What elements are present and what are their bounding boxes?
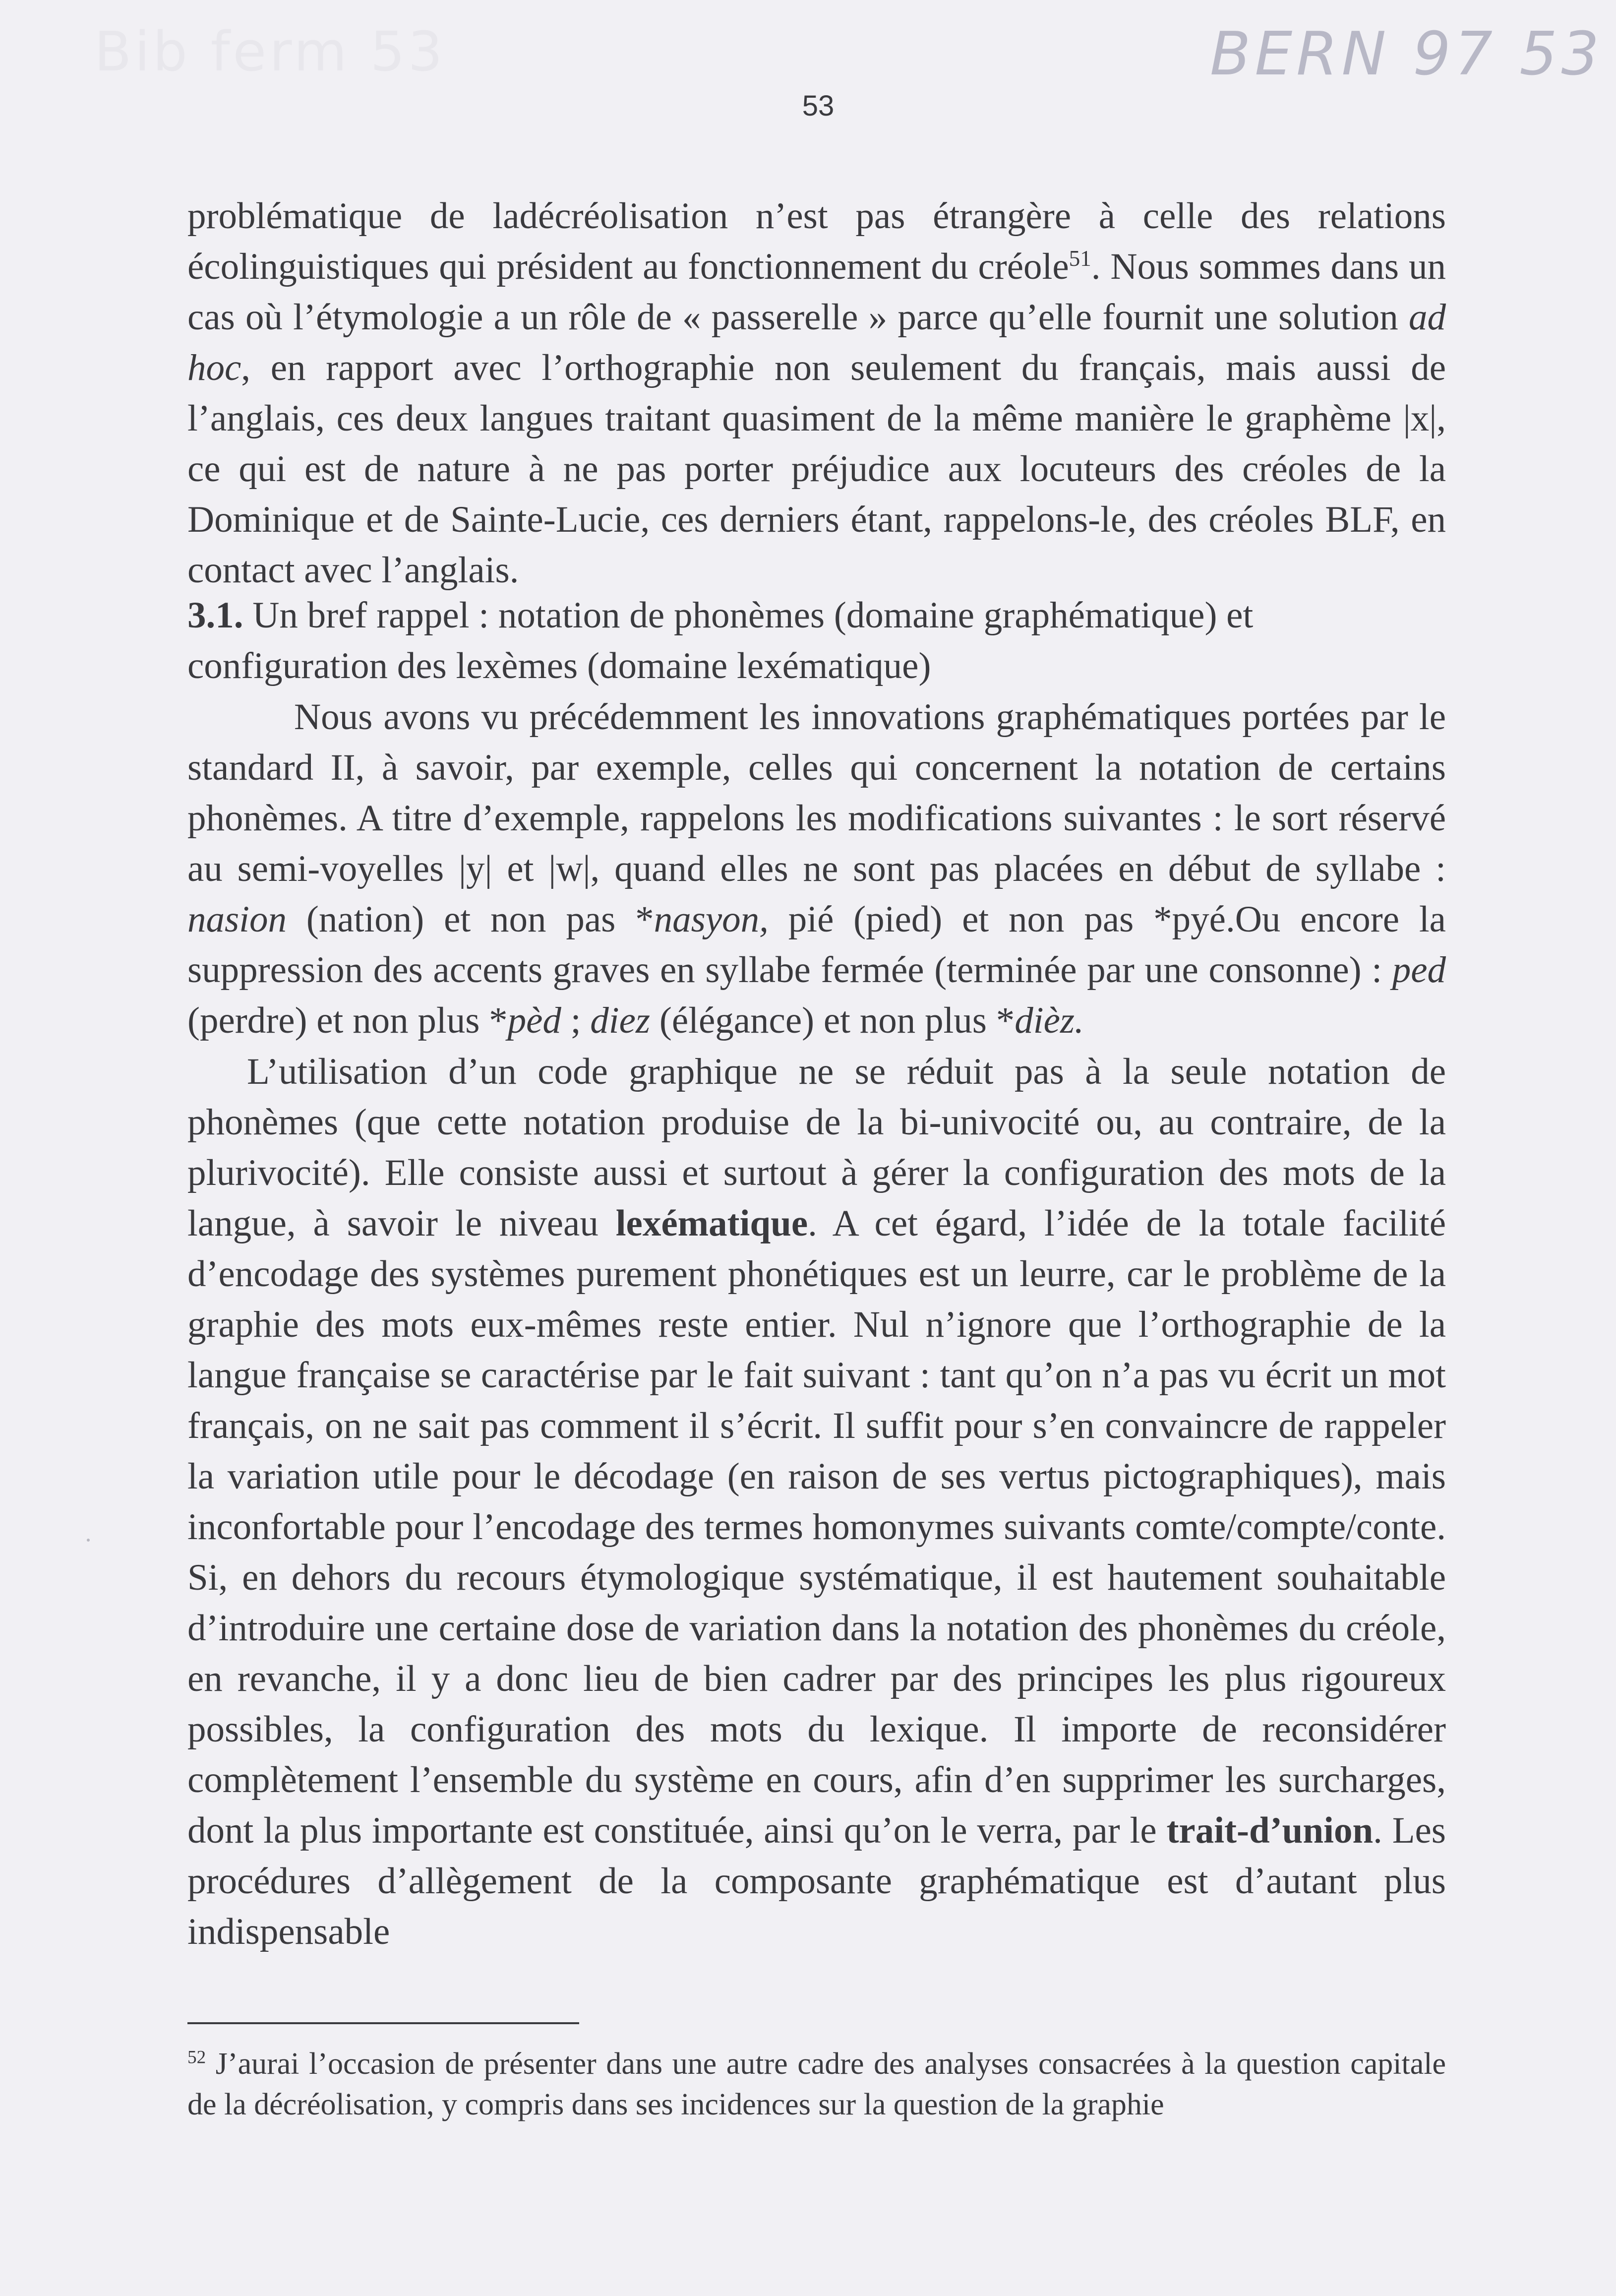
footnote-divider	[187, 2022, 579, 2024]
italic-term: ped	[1392, 949, 1446, 991]
text: . Nous sommes dans un cas où l’étymologie a un rôle de « passerelle » parce qu’elle fournit une solution	[187, 246, 1446, 338]
italic-term: ad hoc	[187, 297, 1446, 388]
text: . A cet égard, l’idée de la totale facilité d’encodage des systèmes purement phonétiques est un leurre, car le problème de la graphie des mots eux-mêmes reste entier. Nul n’ignore que l’orthographie de la langue française se caractérise par le fait suivant : tant qu’on n’a pas vu écrit un mot français, on ne sait pas comment il s’écrit. Il suffit pour s’en convaincre de rappeler la variation utile pour le décodage (en raison de ses vertus pictographiques), mais inconfortable pour l’encodage des termes homonymes suivants comte/compte/conte. Si, en dehors du recours étymologique systématique, il est hautement souhaitable d’introduire une certaine dose de variation dans la notation des phonèmes du créole, en revanche, il y a donc lieu de bien cadrer par des principes les plus rigoureux possibles, la configuration des mots du lexique. Il importe de reconsidérer complètement l’ensemble du système en cours, afin d’en supprimer les surcharges, dont la plus importante est constituée, ainsi qu’on le verra, par le	[187, 1203, 1446, 1851]
text: pié (pied) et non pas *pyé.Ou encore la suppression des accents graves en syllabe fermée (terminée par une consonne) :	[187, 899, 1446, 991]
italic-term: diez	[590, 1000, 651, 1041]
footnote-ref: 51	[1069, 246, 1091, 271]
footnote-mark: 52	[187, 2047, 206, 2068]
faint-stamp: Bib ferm 53	[94, 20, 446, 83]
italic-term: dièz.	[1015, 1000, 1084, 1041]
footnote-text: J’aurai l’occasion de présenter dans une autre cadre des analyses consacrées à la question capitale de la décréolisation, y compris dans ses incidences sur la question de la graphie	[187, 2047, 1446, 2121]
paragraph-2	[187, 692, 1446, 1046]
text: . Les procédures d’allègement de la composante graphématique est d’autant plus indispensable	[187, 1810, 1446, 1952]
text: (élégance) et non plus *	[650, 1000, 1015, 1041]
italic-term: pèd	[507, 1000, 561, 1041]
text: L’utilisation d’un code graphique ne se réduit pas à la seule notation de phonèmes (que cette notation produise de la bi-univocité ou, au contraire, de la plurivocité). Elle consiste aussi et surtout à gérer la configuration des mots de la langue, à savoir le niveau	[187, 1051, 1446, 1244]
section-title: Un bref rappel : notation de phonèmes (domaine graphématique) et configuration des lexèmes (domaine lexématique)	[187, 595, 1254, 686]
text: , en rapport avec l’orthographie non seulement du français, mais aussi de l’anglais, ces deux langues traitant quasiment de la même manière le graphème |x|, ce qui est de nature à ne pas porter préjudice aux locuteurs des créoles de la Dominique et de Sainte-Lucie, ces derniers étant, rappelons-le, des créoles BLF, en contact avec l’anglais.	[187, 347, 1446, 591]
text: (nation) et non pas *	[287, 899, 654, 940]
text: Nous avons vu précédemment les innovations graphématiques portées par le standard II, à savoir, par exemple, celles qui concernent la notation de certains phonèmes. A titre d’exemple, rappelons les modifications suivantes : le sort réservé au semi-voyelles |y| et |w|, quand elles ne sont pas placées en début de syllabe :	[187, 696, 1446, 889]
page-number: 53	[802, 90, 835, 122]
footnote	[187, 2044, 1446, 2125]
bold-term: trait-d’union	[1166, 1810, 1374, 1851]
bold-term: lexématique	[615, 1203, 808, 1244]
paragraph-3	[187, 1047, 1446, 1957]
paragraph-1	[187, 191, 1446, 596]
section-heading	[187, 590, 1446, 691]
text: problématique de ladécréolisation n’est pas étrangère à celle des relations écolinguistiques qui président au fonctionnement du créole	[187, 195, 1446, 287]
italic-term: nasyon,	[654, 899, 769, 940]
section-number: 3.1.	[187, 595, 243, 636]
text: ;	[561, 1000, 591, 1041]
text: (perdre) et non plus *	[187, 1000, 508, 1041]
stray-mark	[87, 1539, 90, 1542]
italic-term: nasion	[187, 899, 287, 940]
handwritten-reference: BERN 97 53	[1210, 20, 1603, 89]
